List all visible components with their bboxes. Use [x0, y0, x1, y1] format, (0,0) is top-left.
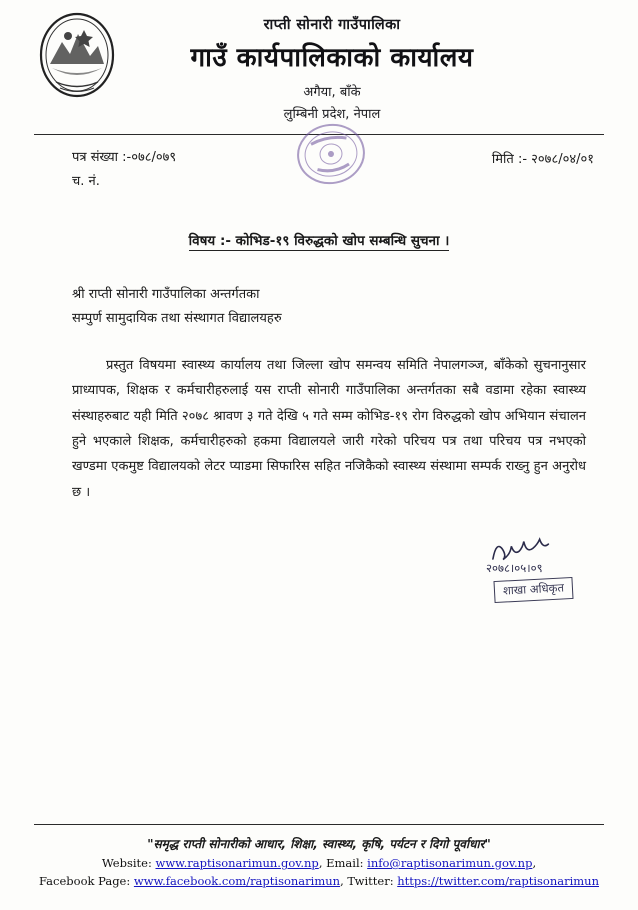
facebook-label: Facebook Page: [38, 874, 131, 888]
office-name: गाउँ कार्यपालिकाको कार्यालय [190, 43, 474, 73]
footer-contact-line-2 [0, 874, 638, 888]
footer-slogan: "समृद्ध राप्ती सोनारीको आधार, शिक्षा, स्वास्थ्य, कृषि, पर्यटन र दिगो पूर्वाधार" [147, 837, 491, 851]
footer-contact-line-1: Website: www.raptisonarimun.gov.np, Email: info@raptisonarimun.gov.np, [101, 856, 537, 870]
email-label: , Email: [318, 856, 364, 870]
round-office-seal-icon [285, 121, 377, 187]
letter-meta [0, 135, 638, 195]
org-name: राप्ती सोनारी गाउँपालिका [263, 17, 401, 33]
nepal-government-emblem-icon [38, 12, 116, 98]
website-link[interactable]: www.raptisonarimun.gov.np [155, 856, 319, 870]
twitter-link[interactable]: https://twitter.com/raptisonarimun [397, 874, 599, 888]
designation-stamp: शाखा अधिकृत [493, 577, 573, 603]
subject-text: विषय :- कोभिड-१९ विरुद्धको खोप सम्बन्धि सुचना । [188, 233, 450, 249]
signature-block [0, 531, 638, 641]
letterhead [0, 0, 638, 122]
addressee-block [72, 283, 638, 331]
chalani-number: च. नं. [72, 174, 100, 189]
addressee-line-2: सम्पुर्ण सामुदायिक तथा संस्थागत विद्यालयहरु [72, 311, 282, 327]
facebook-link[interactable]: www.facebook.com/raptisonarimun [133, 874, 341, 888]
addressee-line-1: श्री राप्ती सोनारी गाउँपालिका अन्तर्गतका [72, 287, 260, 302]
subject-line [0, 231, 638, 249]
letter-date: मिति :- २०७८/०४/०१ [491, 152, 594, 167]
letter-number: पत्र संख्या :-०७८/०७९ [72, 150, 177, 165]
twitter-label: , Twitter: [340, 874, 394, 888]
email-link[interactable]: info@raptisonarimun.gov.np [367, 856, 533, 870]
signature-date: २०७८।०५।०९ [486, 561, 543, 576]
footer-divider [34, 824, 604, 825]
website-label: Website: [101, 856, 152, 870]
office-province: लुम्बिनी प्रदेश, नेपाल [283, 107, 381, 122]
letter-body: प्रस्तुत विषयमा स्वास्थ्य कार्यालय तथा जिल्ला खोप समन्वय समिति नेपालगञ्ज, बाँकेको सुचनानुसार प्राध्यापक, शिक्षक र कर्मचारीहरुलाई यस राप्ती सोनारी गाउँपालिका अन्तर्गतका सबै वडामा रहेका स्वास्थ्य संस्थाहरुबाट यही मिति २०७८ श्रावण ३ गते देखि ५ गते सम्म कोभिड-१९ रोग विरुद्धको खोप अभियान संचालन हुने भएकाले शिक्षक, कर्मचारीहरुको हकमा विद्यालयले जारी गरेको परिचय पत्र तथा परिचय पत्र नभएको खण्डमा एकमुष्ट विद्यालयको लेटर प्याडमा सिफारिस सहित नजिकैको स्वास्थ्य संस्थामा सम्पर्क राख्नु हुन अनुरोध छ । [72, 358, 586, 500]
office-address: अगैया, बाँके [303, 85, 361, 100]
letter-footer [0, 824, 638, 888]
